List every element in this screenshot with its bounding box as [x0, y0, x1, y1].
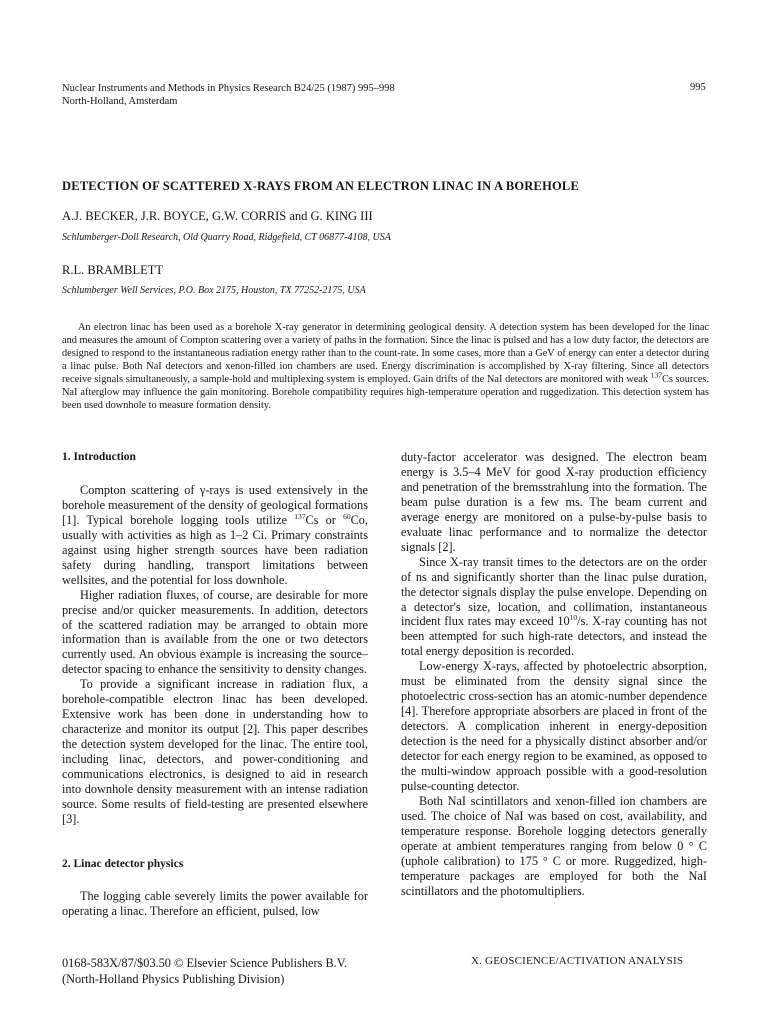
abstract — [62, 321, 709, 412]
paragraph: Low-energy X-rays, affected by photoelectric absorption, must be eliminated from the density signal since the photoelectric cross-section has an atomic-number dependence [4]. Therefore appropriate absorbers are placed in front of the detectors. A complication inherent in energy-deposition detection is the need for a physically distinct absorber and/or detector for each energy region to be examined, as opposed to the multi-window approach possible with a good-resolution pulse-counting detector. — [401, 659, 707, 793]
paragraph-text: Compton scattering of γ-rays is used extensively in the borehole measurement of the density of geological formations [1]. Typical borehole logging tools utilize — [62, 482, 368, 527]
affiliation-1: Schlumberger-Doll Research, Old Quarry Road, Ridgefield, CT 06877-4108, USA — [62, 232, 391, 243]
right-column — [401, 450, 707, 899]
section-footer: X. GEOSCIENCE/ACTIVATION ANALYSIS — [471, 955, 684, 967]
authors-group-2: R.L. BRAMBLETT — [62, 263, 164, 277]
isotope-mass-number: 137 — [294, 511, 306, 521]
paragraph-text: /s. X-ray counting has not been attempted for such high-rate detectors, and instead the total energy deposition is recorded. — [401, 614, 707, 659]
abstract-text: An electron linac has been used as a borehole X-ray generator in determining geological density. A detection system has been developed for the linac and measures the amount of Compton scattering over a variety of paths in the formation. Since the linac is pulsed and has a low duty factor, the detectors are designed to respond to the instantaneous radiation energy rather than to the count-rate. In some cases, more than a GeV of energy can enter a detector during a linac pulse. Both NaI detectors and xenon-filled ion chambers are used. Energy discrimination is accomplished by X-ray filtering. Since all detectors receive signals simultaneously, a sample-hold and multiplexing system is employed. Gain drifts of the NaI detectors are monitored with weak — [62, 322, 709, 385]
division-line: (North-Holland Physics Publishing Division) — [62, 972, 285, 986]
paper-title: DETECTION OF SCATTERED X-RAYS FROM AN ELECTRON LINAC IN A BOREHOLE — [62, 179, 579, 193]
affiliation-2: Schlumberger Well Services, P.O. Box 2175, Houston, TX 77252-2175, USA — [62, 285, 366, 296]
paragraph: The logging cable severely limits the power available for operating a linac. Therefore an efficient, pulsed, low — [62, 888, 368, 918]
paragraph: duty-factor accelerator was designed. The electron beam energy is 3.5–4 MeV for good X-ray production efficiency and penetration of the bremsstrahlung into the formation. The beam pulse duration is a few ms. The beam current and average energy are monitored on a pulse-by-pulse basis to evaluate linac performance and to normalize the detector signals [2]. — [401, 450, 707, 554]
isotope-mass-number: 137 — [650, 370, 662, 380]
paragraph-text: Cs or — [305, 512, 344, 527]
paragraph — [62, 483, 368, 588]
exponent: 10 — [569, 613, 578, 623]
authors-group-1: A.J. BECKER, J.R. BOYCE, G.W. CORRIS and G. KING III — [62, 209, 373, 223]
copyright-line: 0168-583X/87/$03.50 © Elsevier Science Publishers B.V. — [62, 956, 348, 970]
publisher-line: North-Holland, Amsterdam — [62, 96, 178, 107]
paragraph: Both NaI scintillators and xenon-filled ion chambers are used. The choice of NaI was based on cost, availability, and temperature response. Borehole logging detectors generally operate at ambient temperatures ranging from below 0 ° C (uphole calibration) to 175 ° C or more. Ruggedized, high-temperature packages are employed for both the NaI scintillators and the photomultipliers. — [401, 793, 707, 898]
copyright-footer — [62, 955, 392, 987]
section-heading-linac-detector-physics: 2. Linac detector physics — [62, 857, 184, 870]
journal-line: Nuclear Instruments and Methods in Physics Research B24/25 (1987) 995–998 — [62, 83, 395, 94]
section-heading-introduction: 1. Introduction — [62, 451, 136, 463]
paragraph-text: Since X-ray transit times to the detectors are on the order of ns and significantly shorter than the linac pulse duration, the detector signals display the pulse envelope. Depending on a detector's size, location, and collimation, instantaneous incident flux rates may exceed 10 — [401, 554, 707, 629]
paragraph — [401, 555, 707, 660]
abstract-text-end: Cs sources. NaI afterglow may influence the gain monitoring. Borehole compatibility requires high-temperature operation and ruggedization. This detection system has been used downhole to measure formation density. — [62, 374, 710, 411]
paragraph-text: Co, usually with activities as high as 1–2 Ci. Primary constraints against using higher strength sources have been radiation safety during handling, transport limitations between wellsites, and the potential for loss downhole. — [62, 512, 368, 587]
page-number: 995 — [690, 82, 706, 93]
journal-citation — [62, 82, 582, 108]
left-column — [62, 450, 368, 919]
paragraph: Higher radiation fluxes, of course, are desirable for more precise and/or quicker measurements. In addition, detectors of the scattered radiation may be arranged to obtain more information than is available from the one or two detectors currently used. An obvious example is increasing the source–detector spacing to enhance the sensitivity to density changes. — [62, 587, 368, 677]
isotope-mass-number: 60 — [343, 511, 351, 521]
paragraph: To provide a significant increase in radiation flux, a borehole-compatible electron linac has been developed. Extensive work has been done in understanding how to characterize and monitor its output [2]. This paper describes the detection system developed for the linac. The entire tool, including linac, detectors, and power-conditioning and communications electronics, is designed to aid in research into downhole density measurement with an intense radiation source. Some results of field-testing are presented elsewhere [3]. — [62, 677, 368, 826]
